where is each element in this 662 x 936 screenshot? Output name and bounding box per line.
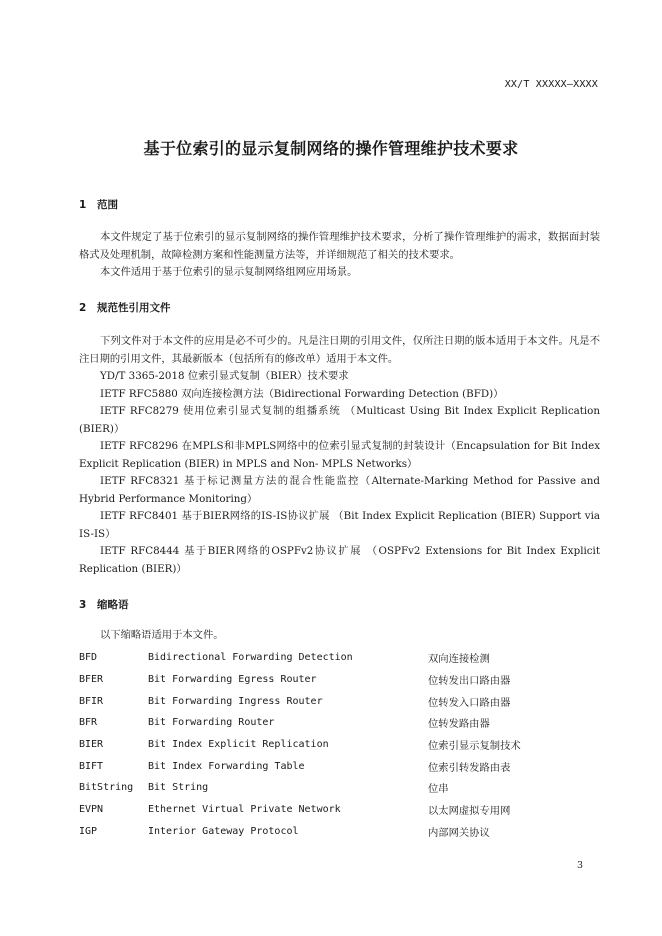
paragraph: 下列文件对于本文件的应用是必不可少的。凡是注日期的引用文件，仅所注日期的版本适用于本文件。凡是不注日期的引用文件，其最新版本（包括所有的修改单）适用于本文件。 xyxy=(79,335,600,365)
abbreviations-table xyxy=(79,647,600,842)
standard-code: XX/T XXXXX—XXXX xyxy=(504,79,598,90)
full-name-cell: Interior Gateway Protocol xyxy=(148,825,299,837)
section-references-body xyxy=(79,333,600,578)
reference-item: YD/T 3365-2018 位索引显式复制（BIER）技术要求 xyxy=(100,370,349,382)
section-heading-scope xyxy=(79,197,118,212)
abbr-cell: IGP xyxy=(79,825,98,837)
section-heading-abbreviations xyxy=(79,597,129,612)
table-row xyxy=(79,712,600,734)
section-number: 1 xyxy=(79,199,87,211)
table-row xyxy=(79,777,600,799)
abbr-cell: BFIR xyxy=(79,695,104,707)
page-number: 3 xyxy=(576,860,583,871)
chinese-name-cell: 位转发路由器 xyxy=(428,718,490,731)
chinese-name-cell: 位转发入口路由器 xyxy=(428,696,511,709)
paragraph: 以下缩略语适用于本文件。 xyxy=(100,629,224,641)
abbr-cell: BFR xyxy=(79,717,98,729)
section-scope-body xyxy=(79,229,600,282)
abbr-cell: BFD xyxy=(79,652,98,664)
table-row xyxy=(79,755,600,777)
full-name-cell: Bit String xyxy=(148,782,209,794)
section-heading-normative-references xyxy=(79,300,171,315)
full-name-cell: Ethernet Virtual Private Network xyxy=(148,804,341,816)
chinese-name-cell: 位串 xyxy=(428,783,449,796)
chinese-name-cell: 位转发出口路由器 xyxy=(428,675,511,688)
abbr-cell: BFER xyxy=(79,674,104,686)
abbr-cell: BitString xyxy=(79,782,134,794)
full-name-cell: Bit Forwarding Egress Router xyxy=(148,674,317,686)
table-row xyxy=(79,690,600,712)
paragraph: 本文件规定了基于位索引的显示复制网络的操作管理维护技术要求，分析了操作管理维护的需求，数据面封装格式及处理机制，故障检测方案和性能测量方法等，并详细规范了相关的技术要求。 xyxy=(79,231,600,261)
full-name-cell: Bit Forwarding Ingress Router xyxy=(148,695,323,707)
table-row xyxy=(79,647,600,669)
reference-item: IETF RFC8296 在MPLS和非MPLS网络中的位索引显式复制的封装设计（Encapsulation for Bit Index Explicit Replication (BIER) in MPLS and Non- MPLS Networks） xyxy=(79,440,600,470)
section-number: 2 xyxy=(79,302,87,314)
table-row xyxy=(79,669,600,691)
table-row xyxy=(79,734,600,756)
abbr-cell: EVPN xyxy=(79,804,104,816)
reference-item: IETF RFC8401 基于BIER网络的IS-IS协议扩展 （Bit Index Explicit Replication (BIER) Support via IS-IS） xyxy=(79,510,600,540)
section-title: 缩略语 xyxy=(97,599,129,611)
table-row xyxy=(79,799,600,821)
section-title: 规范性引用文件 xyxy=(97,302,171,314)
full-name-cell: Bit Index Explicit Replication xyxy=(148,739,329,751)
reference-item: IETF RFC8444 基于BIER网络的OSPFv2协议扩展 （OSPFv2 Extensions for Bit Index Explicit Replication (BIER)） xyxy=(79,545,600,575)
paragraph: 本文件适用于基于位索引的显示复制网络组网应用场景。 xyxy=(100,266,358,278)
table-row xyxy=(79,821,600,843)
document-title: 基于位索引的显示复制网络的操作管理维护技术要求 xyxy=(143,139,519,158)
abbr-cell: BIFT xyxy=(79,760,104,772)
section-number: 3 xyxy=(79,599,87,611)
abbr-cell: BIER xyxy=(79,739,104,751)
section-title: 范围 xyxy=(97,199,118,211)
chinese-name-cell: 双向连接检测 xyxy=(428,653,490,666)
chinese-name-cell: 以太网虚拟专用网 xyxy=(428,805,511,818)
full-name-cell: Bit Forwarding Router xyxy=(148,717,275,729)
chinese-name-cell: 位索引显示复制技术 xyxy=(428,740,521,753)
reference-item: IETF RFC8279 使用位索引显式复制的组播系统 （Multicast Using Bit Index Explicit Replication (BIER)） xyxy=(79,405,600,435)
chinese-name-cell: 位索引转发路由表 xyxy=(428,761,511,774)
reference-item: IETF RFC5880 双向连接检测方法（Bidirectional Forwarding Detection (BFD)） xyxy=(100,387,504,400)
full-name-cell: Bidirectional Forwarding Detection xyxy=(148,652,353,664)
chinese-name-cell: 内部网关协议 xyxy=(428,826,490,839)
section-abbreviations-intro xyxy=(79,627,600,645)
reference-item: IETF RFC8321 基于标记测量方法的混合性能监控（Alternate-Marking Method for Passive and Hybrid Performance Monitoring） xyxy=(79,475,600,505)
full-name-cell: Bit Index Forwarding Table xyxy=(148,760,305,772)
